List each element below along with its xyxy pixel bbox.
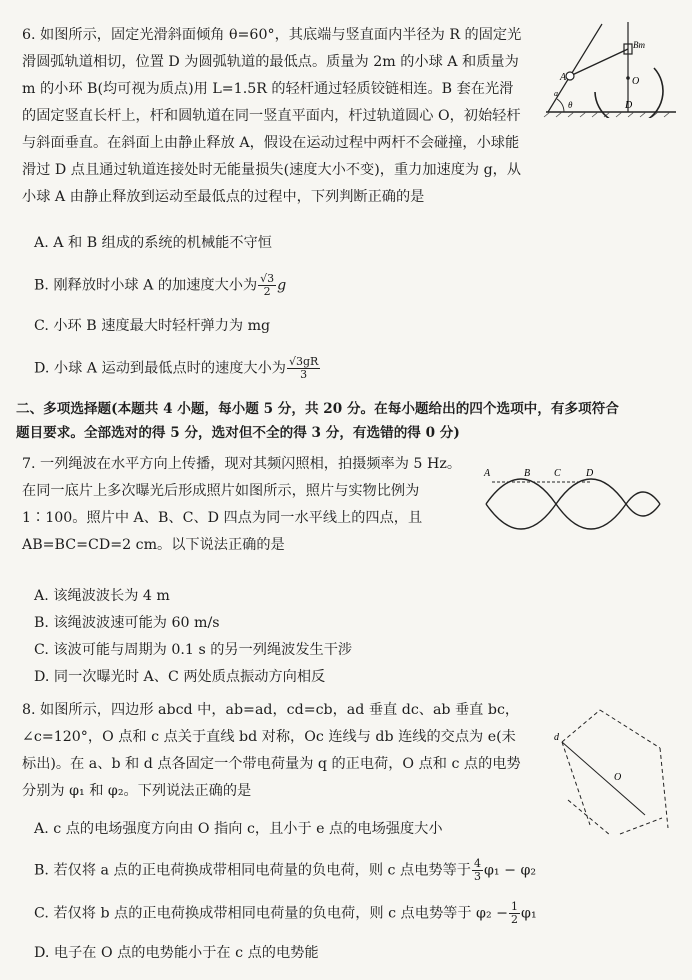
q6-option-D bbox=[34, 356, 321, 381]
q8-quadrilateral-figure bbox=[550, 700, 680, 840]
side-ab bbox=[600, 710, 660, 748]
side-bc bbox=[660, 748, 668, 828]
q8-option-C bbox=[34, 901, 537, 926]
q8-option-C-text: C. 若仅将 b 点的正电荷换成带相同电荷量的负电荷，则 c 点电势等于 φ₂ − bbox=[34, 905, 509, 922]
bottom-edge bbox=[568, 800, 610, 835]
label-D: D bbox=[625, 100, 633, 111]
q8-option-B-text: B. 若仅将 a 点的正电荷换成带相同电荷量的负电荷，则 c 点电势等于 bbox=[34, 862, 471, 879]
q7-rope-wave-figure bbox=[478, 460, 668, 548]
section-2-header-line1: 二、多项选择题(本题共 4 小题，每小题 5 分，共 20 分。在每小题给出的四个选项中，有多项符合 bbox=[16, 401, 619, 417]
center-O-dot bbox=[626, 76, 630, 80]
fraction-numerator: 4 bbox=[473, 857, 481, 870]
q6-option-A: A. A 和 B 组成的系统的机械能不守恒 bbox=[34, 235, 272, 251]
wave-curve-1 bbox=[486, 479, 660, 529]
q7-option-C: C. 该波可能与周期为 0.1 s 的另一列绳波发生干涉 bbox=[34, 642, 353, 658]
q7-option-D: D. 同一次曝光时 A、C 两处质点振动方向相反 bbox=[34, 669, 326, 685]
side-da bbox=[562, 710, 600, 742]
question-8-stem: 8. 如图所示，四边形 abcd 中，ab=ad，cd=cb，ad 垂直 dc、ab 垂直 bc，∠c=120°，O 点和 c 点关于直线 bd 对称，Oc 连线与 db 连线的交点为 e(未标出)。在 a、b 和 d 点各固定一个带电荷量为 q 的正电荷，O 点和 c 点的电势分别为 φ₁ 和 φ₂。下列说法正确的是 bbox=[22, 702, 521, 799]
question-6-stem: 6. 如图所示，固定光滑斜面倾角 θ=60°，其底端与竖直面内半径为 R 的固定光滑圆弧轨道相切，位置 D 为圆弧轨道的最低点。质量为 2m 的小球 A 和质量为 m 的小环 B(均可视为质点)用 L=1.5R 的轻杆通过轻质铰链相连。B 套在光滑的固定竖直长杆上，杆和圆轨道在同一竖直平面内，杆过轨道圆心 O，初始轻杆与斜面垂直。在斜面上由静止释放 A，假设在运动过程中两杆不会碰撞，小球能滑过 D 点且通过轨道连接处时无能量损失(速度大小不变)，重力加速度为 g，从小球 A 由静止释放到运动至最低点的过程中，下列判断正确的是 bbox=[22, 27, 522, 205]
q6-option-B-unit: g bbox=[277, 277, 287, 294]
q6-incline-track-figure bbox=[540, 18, 680, 118]
fraction-denominator: 3 bbox=[300, 368, 308, 381]
q6-option-C: C. 小环 B 速度最大时轻杆弹力为 mg bbox=[34, 318, 271, 334]
label-a: a bbox=[554, 89, 558, 98]
q8-option-C-tail: φ₁ bbox=[521, 905, 537, 922]
q8-option-D: D. 电子在 O 点的电势能小于在 c 点的电势能 bbox=[34, 945, 319, 961]
bottom-edge-right bbox=[620, 818, 662, 834]
q8-option-B-tail: φ₁ − φ₂ bbox=[483, 862, 537, 879]
label-theta: θ bbox=[568, 100, 573, 110]
q7-option-B: B. 该绳波波速可能为 60 m/s bbox=[34, 615, 220, 631]
fraction-denominator: 3 bbox=[473, 870, 481, 883]
q8-option-B-fraction bbox=[472, 858, 483, 883]
q8-option-B bbox=[34, 858, 536, 883]
fraction-denominator: 2 bbox=[511, 913, 519, 926]
section-2-header bbox=[16, 397, 676, 445]
label-A: A bbox=[560, 72, 567, 83]
wave-curve-2 bbox=[486, 479, 660, 529]
fraction-denominator: 2 bbox=[263, 285, 271, 298]
label-O: O bbox=[632, 76, 640, 87]
label-A: A bbox=[484, 468, 491, 479]
q8-option-C-fraction bbox=[509, 901, 520, 926]
q8-option-A: A. c 点的电场强度方向由 O 指向 c，且小于 e 点的电场强度大小 bbox=[34, 821, 443, 837]
q7-option-A: A. 该绳波波长为 4 m bbox=[34, 588, 170, 604]
label-B: Bm bbox=[633, 40, 645, 50]
fraction-numerator: √3gR bbox=[288, 355, 319, 368]
label-D: D bbox=[586, 468, 594, 479]
q6-option-D-text: D. 小球 A 运动到最低点时的速度大小为 bbox=[34, 360, 286, 377]
question-7-stem: 7. 一列绳波在水平方向上传播，现对其频闪照相，拍摄频率为 5 Hz。在同一底片上多次曝光后形成照片如图所示，照片与实物比例为 1∶100。照片中 A、B、C、D 四点为同一水平线上的四点，且 AB=BC=CD=2 cm。以下说法正确的是 bbox=[22, 456, 462, 553]
fraction-numerator: 1 bbox=[511, 900, 519, 913]
q6-option-D-fraction bbox=[287, 356, 320, 381]
theta-arc bbox=[557, 99, 564, 112]
fraction-numerator: √3 bbox=[260, 272, 275, 285]
q6-option-B bbox=[34, 273, 286, 298]
section-2-header-line2: 题目要求。全部选对的得 5 分，选对但不全的得 3 分，有选错的得 0 分) bbox=[16, 425, 460, 441]
q6-option-B-fraction bbox=[258, 273, 276, 298]
label-B: B bbox=[524, 468, 531, 479]
incline-surface bbox=[548, 24, 602, 112]
ball-A bbox=[566, 72, 574, 80]
q6-option-B-text: B. 刚释放时小球 A 的加速度大小为 bbox=[34, 277, 258, 294]
label-C: C bbox=[554, 468, 561, 479]
label-O: O bbox=[614, 772, 622, 783]
label-d: d bbox=[554, 732, 559, 743]
